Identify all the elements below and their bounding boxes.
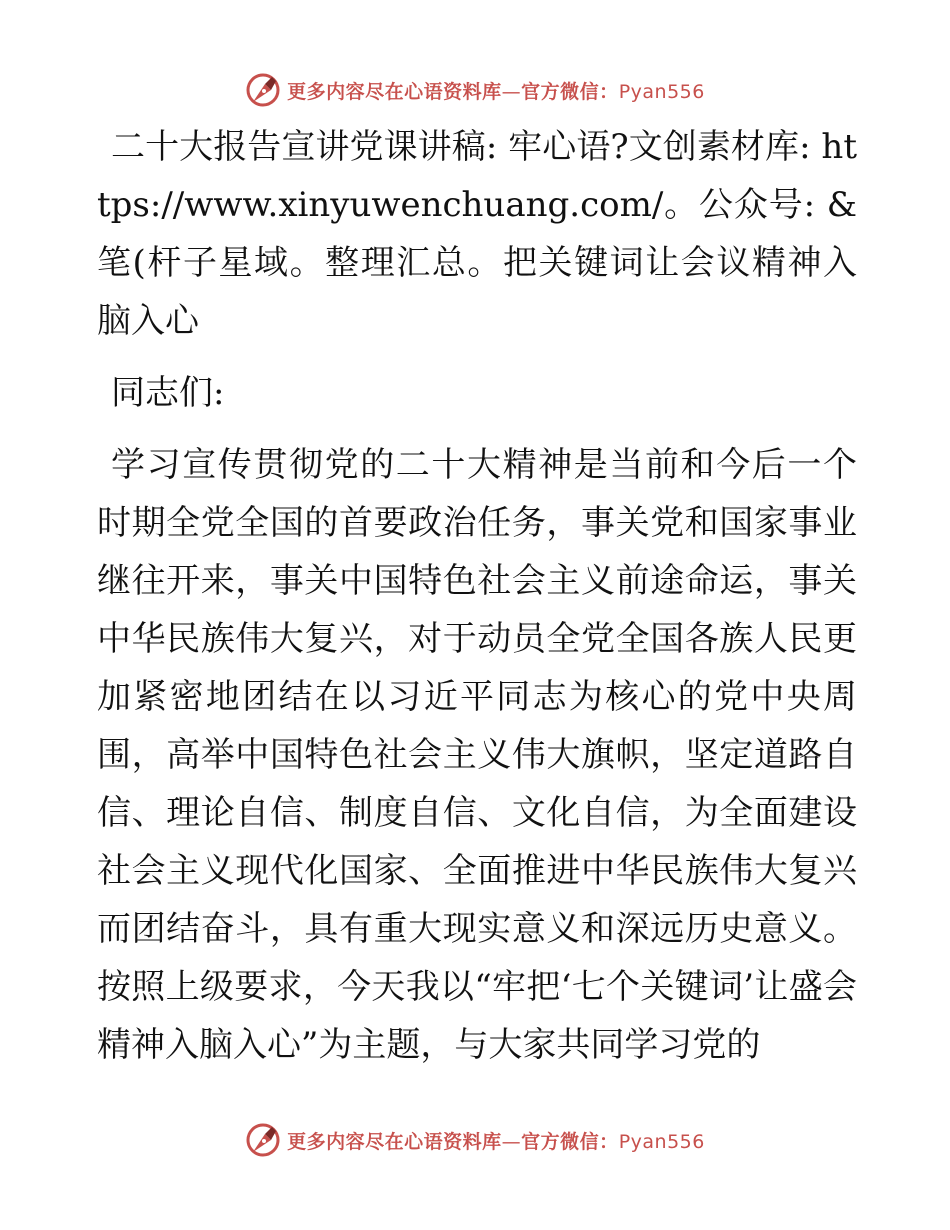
header-banner-main: 更多内容尽在心语资料库 — [287, 80, 502, 103]
footer-banner-suffix: 官方微信： — [521, 1130, 619, 1153]
header-banner-text — [287, 77, 705, 104]
footer-wechat-id: Pyan556 — [618, 1130, 705, 1153]
header-wechat-id: Pyan556 — [618, 80, 705, 103]
footer-banner-main: 更多内容尽在心语资料库 — [287, 1130, 502, 1153]
document-body — [97, 118, 857, 1074]
footer-banner-text — [287, 1127, 705, 1154]
greeting: 同志们: — [111, 373, 225, 413]
header-banner — [0, 70, 950, 110]
pen-logo-icon — [245, 1122, 281, 1158]
body-paragraph: 学习宣传贯彻党的二十大精神是当前和今后一个时期全党全国的首要政治任务，事关党和国家事业继往开来，事关中国特色社会主义前途命运，事关中华民族伟大复兴，对于动员全党全国各族人民更加紧密地团结在以习近平同志为核心的党中央周围，高举中国特色社会主义伟大旗帜，坚定道路自信、理论自信、制度自信、文化自信，为全面建设社会主义现代化国家、全面推进中华民族伟大复兴而团结奋斗，具有重大现实意义和深远历史意义。按照上级要求，今天我以“牢把‘七个关键词’让盛会精神入脑入心”为主题，与大家共同学习党的 — [97, 445, 857, 1065]
heading-paragraph: 二十大报告宣讲党课讲稿: 牢心语?文创素材库: https://www.xinyuwenchuang.com/。公众号: &笔(杆子星域。整理汇总。把关键词让会议精神入脑入心 — [97, 127, 857, 341]
header-banner-suffix: 官方微信： — [521, 80, 619, 103]
footer-banner-separator: — — [501, 1130, 522, 1153]
pen-logo-icon — [245, 72, 281, 108]
footer-banner — [0, 1120, 950, 1160]
header-banner-separator: — — [501, 80, 522, 103]
